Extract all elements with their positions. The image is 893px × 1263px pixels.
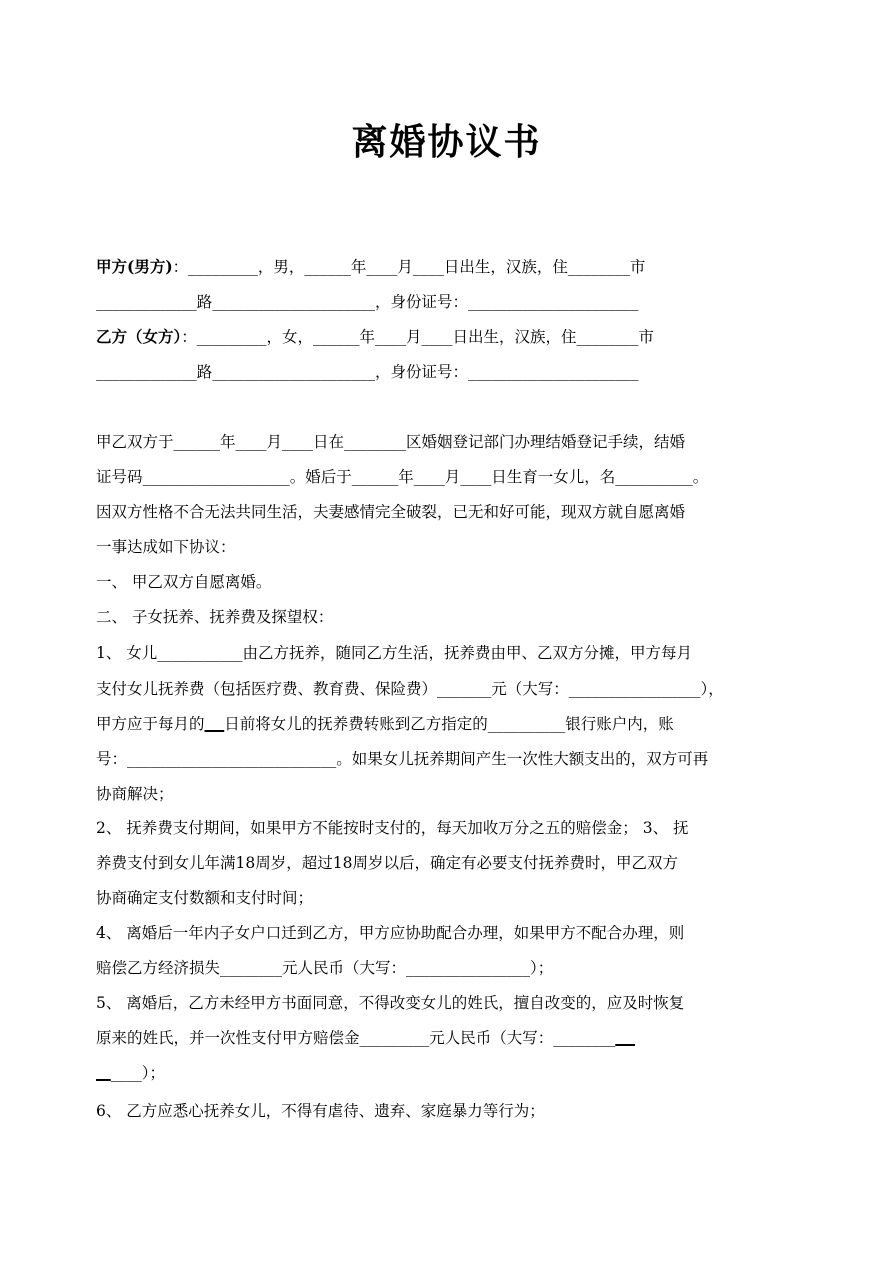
intro-line-2: 证号码___________________。婚后于______年____月____日生育一女儿，名__________。: [96, 468, 709, 486]
item-2-line-2: 养费支付到女儿年满18周岁，超过18周岁以后，确定有必要支付抚养费时，甲乙双方: [96, 854, 678, 872]
item-5-line-2-text: 原来的姓氏，并一次性支付甲方赔偿金_________元人民币（大写：________: [96, 1029, 616, 1047]
party-b-line-2: _____________路_____________________，身份证号：______________________: [96, 363, 639, 381]
item-2-line-1: 2、 抚养费支付期间，如果甲方不能按时支付的，每天加收万分之五的赔偿金； 3、 抚: [96, 819, 689, 837]
item-4-line-1: 4、 离婚后一年内子女户口迁到乙方，甲方应协助配合办理，如果甲方不配合办理，则: [96, 924, 685, 942]
item-1-day-blank: [205, 715, 225, 733]
item-5-line-3: [96, 1063, 796, 1083]
intro-line-3: 因双方性格不合无法共同生活，夫妻感情完全破裂，已无和好可能，现双方就自愿离婚: [96, 503, 686, 521]
item-1-line-1: 1、 女儿___________由乙方抚养，随同乙方生活，抚养费由甲、乙双方分摊，甲方每月: [96, 644, 693, 662]
item-1-line-2: 支付女儿抚养费（包括医疗费、教育费、保险费）_______元（大写：_________________），: [96, 680, 724, 698]
party-a-label: 甲方(男方): [96, 257, 173, 276]
party-a-line-2: _____________路_____________________，身份证号：______________________: [96, 293, 639, 311]
item-1-line-4: 号：___________________________。如果女儿抚养期间产生一次性大额支出的，双方可再: [96, 750, 709, 768]
item-4-line-2: 赔偿乙方经济损失________元人民币（大写：________________）；: [96, 959, 554, 977]
item-1-line-3: [96, 714, 796, 734]
item-2-line-3: 协商确定支付数额和支付时间；: [96, 889, 314, 907]
party-b-details: ：_________，女，______年____月____日出生，汉族，住________市: [181, 328, 655, 346]
item-5-line-2: [96, 1028, 796, 1048]
clause-1: 一、 甲乙双方自愿离婚。: [96, 573, 272, 591]
item-6: 6、 乙方应悉心抚养女儿，不得有虐待、遗弃、家庭暴力等行为；: [96, 1102, 545, 1120]
document-title: 离婚协议书: [351, 122, 542, 163]
party-a-line-1: [96, 257, 796, 277]
item-1-line-5: 协商解决；: [96, 785, 174, 803]
item-1-line-3-end: 日前将女儿的抚养费转账到乙方指定的__________银行账户内，账: [224, 715, 674, 733]
item-5-line-1: 5、 离婚后，乙方未经甲方书面同意，不得改变女儿的姓氏，擅自改变的，应及时恢复: [96, 994, 685, 1012]
intro-line-1: 甲乙双方于______年____月____日在________区婚姻登记部门办理结婚登记手续，结婚: [96, 433, 686, 451]
item-5-blank-a: [615, 1029, 635, 1047]
clause-2: 二、 子女抚养、抚养费及探望权：: [96, 608, 334, 626]
party-a-details: ：_________，男，______年____月____日出生，汉族，住________市: [172, 258, 646, 276]
item-5-blank-b: [96, 1064, 111, 1082]
party-b-line-1: [96, 327, 796, 347]
item-1-line-3-start: 甲方应于每月的: [96, 715, 205, 733]
intro-line-4: 一事达成如下协议：: [96, 538, 236, 556]
item-5-line-3-end: ____）；: [110, 1064, 166, 1082]
party-b-label: 乙方（女方）: [96, 327, 182, 346]
